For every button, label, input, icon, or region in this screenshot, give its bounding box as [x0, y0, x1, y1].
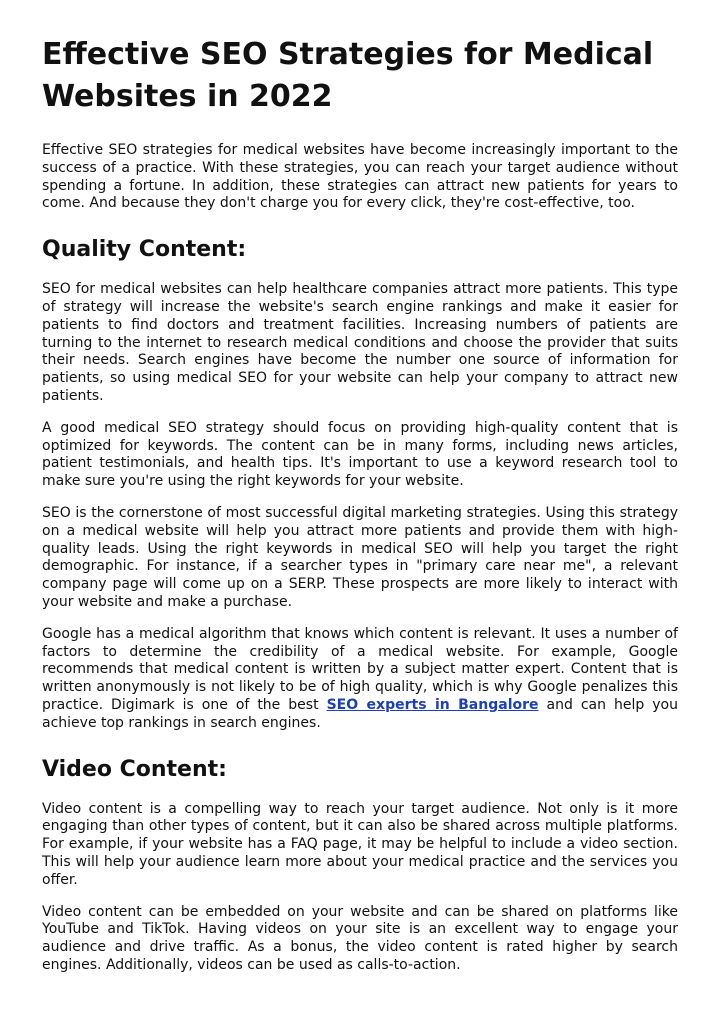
body-paragraph: SEO for medical websites can help healthcare companies attract more patients. This type of strategy will increase the website's search engine rankings and make it easier for patients to find doctors and treatment facilities. Increasing numbers of patients are turning to the internet to research medical conditions and choose the provider that suits their needs. Search engines have become the number one source of information for patients, so using medical SEO for your website can help your company to attract new patients. — [42, 281, 678, 404]
body-paragraph: Video content can be embedded on your website and can be shared on platforms like YouTube and TikTok. Having videos on your site is an excellent way to engage your audience and drive traffic. As a bonus, the video content is rated higher by search engines. Additionally, videos can be used as calls-to-action. — [42, 903, 678, 973]
paragraph-text-after-link: and can help you achieve top rankings in search engines. — [42, 696, 678, 731]
page-title: Effective SEO Strategies for Medical Websites in 2022 — [42, 37, 654, 114]
intro-paragraph: Effective SEO strategies for medical websites have become increasingly important to the success of a practice. With these strategies, you can reach your target audience without spending a fortune. In addition, these strategies can attract new patients for years to come. And because they don't charge you for every click, they're cost-effective, too. — [42, 142, 678, 212]
section-heading-quality-content: Quality Content: — [42, 237, 247, 263]
seo-experts-link[interactable]: SEO experts in Bangalore — [326, 696, 539, 713]
paragraph-text-before-link: Google has a medical algorithm that knows which content is relevant. It uses a number of factors to determine the credibility of a medical website. For example, Google recommends that medical content is written by a subject matter expert. Content that is written anonymously is not likely to be of high quality, which is why Google penalizes this practice. Digimark is one of the best — [42, 625, 678, 713]
body-paragraph: Video content is a compelling way to reach your target audience. Not only is it more engaging than other types of content, but it can also be shared across multiple platforms. For example, if your website has a FAQ page, it may be helpful to include a video section. This will help your audience learn more about your medical practice and the services you offer. — [42, 800, 678, 888]
body-paragraph: SEO is the cornerstone of most successful digital marketing strategies. Using this strategy on a medical website will help you attract more patients and provide them with high-quality leads. Using the right keywords in medical SEO will help you target the right demographic. For instance, if a searcher types in "primary care near me", a relevant company page will come up on a SERP. These prospects are more likely to interact with your website and make a purchase. — [42, 504, 678, 610]
body-paragraph-with-link — [42, 626, 678, 733]
body-paragraph: A good medical SEO strategy should focus on providing high-quality content that is optimized for keywords. The content can be in many forms, including news articles, patient testimonials, and health tips. It's important to use a keyword research tool to make sure you're using the right keywords for your website. — [42, 419, 678, 490]
section-heading-video-content: Video Content: — [42, 756, 227, 782]
